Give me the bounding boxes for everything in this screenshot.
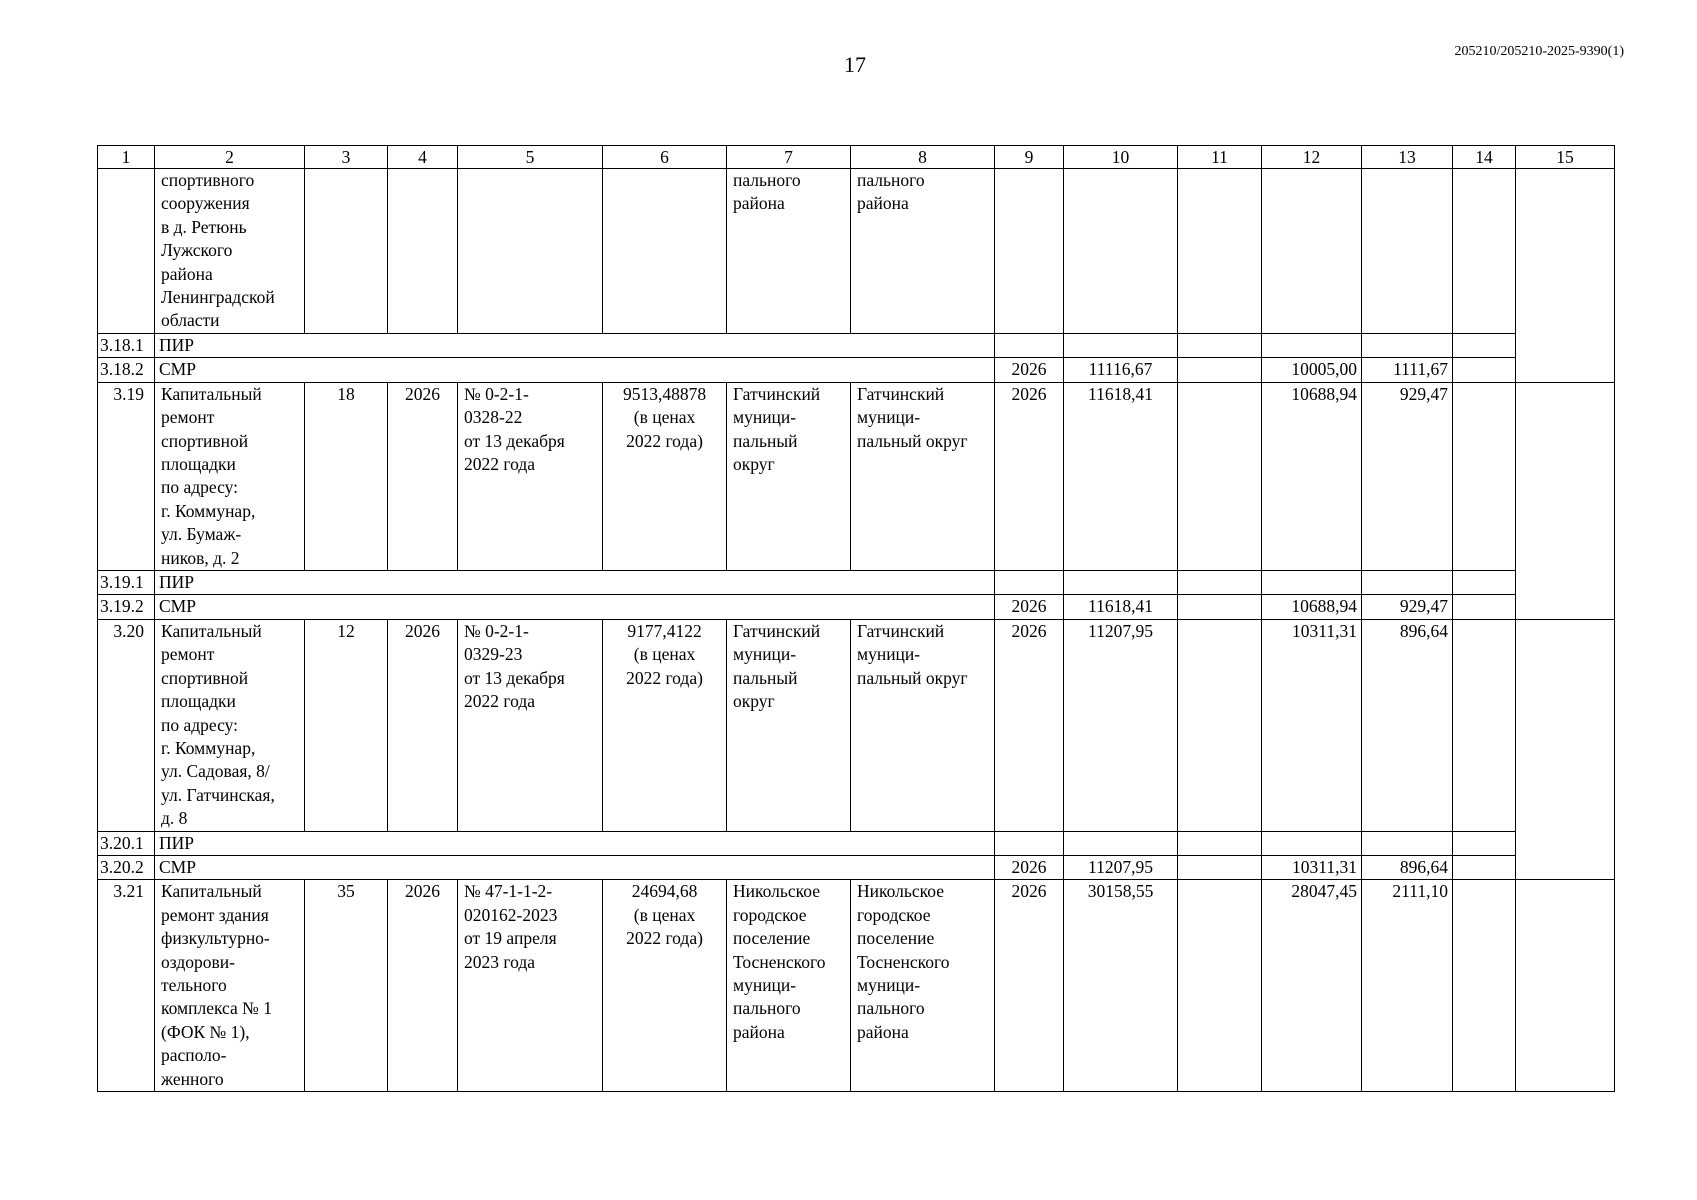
document-id: 205210/205210-2025-9390(1): [1454, 44, 1624, 59]
stage-label: СМР: [155, 595, 995, 619]
stage-label: ПИР: [155, 831, 995, 855]
regional-budget: 10311,31: [1262, 855, 1362, 879]
table-row-3-18-1: [98, 334, 1615, 358]
cell: [1178, 880, 1262, 1092]
cell: [995, 571, 1064, 595]
cell: [1362, 571, 1453, 595]
column-number: 4: [388, 146, 458, 169]
cell: [1178, 855, 1262, 879]
municipality: Никольское городское поселение Тосненского муници- пального района: [727, 880, 851, 1092]
object-name: Капитальный ремонт здания физкультурно- оздорови- тельного комплекса № 1 (ФОК № 1), располо- женного: [155, 880, 305, 1092]
cell: [1453, 831, 1516, 855]
local-budget: 2111,10: [1362, 880, 1453, 1092]
regional-budget: 10688,94: [1262, 595, 1362, 619]
year: 2026: [995, 595, 1064, 619]
cell: [1453, 619, 1516, 831]
row-number: 3.20: [98, 619, 155, 831]
customer: Гатчинский муници- пальный округ: [851, 619, 995, 831]
estimated-cost: 9513,48878 (в ценах 2022 года): [603, 382, 727, 570]
total-cost: 11618,41: [1064, 595, 1178, 619]
stage-label: СМР: [155, 358, 995, 382]
customer: Гатчинский муници- пальный округ: [851, 382, 995, 570]
cell: [1453, 382, 1516, 570]
estimated-cost: 24694,68 (в ценах 2022 года): [603, 880, 727, 1092]
expertise-conclusion: № 0-2-1- 0328-22 от 13 декабря 2022 года: [458, 382, 603, 570]
regional-budget: 10688,94: [1262, 382, 1362, 570]
local-budget: 896,64: [1362, 855, 1453, 879]
total-cost: 11207,95: [1064, 855, 1178, 879]
cell: [1516, 619, 1615, 879]
year: 2026: [995, 358, 1064, 382]
municipality: Гатчинский муници- пальный округ: [727, 382, 851, 570]
row-number: 3.19.2: [98, 595, 155, 619]
object-name: Капитальный ремонт спортивной площадки по адресу: г. Коммунар, ул. Садовая, 8/ ул. Гатчинская, д. 8: [155, 619, 305, 831]
cell: [1064, 571, 1178, 595]
municipality: Гатчинский муници- пальный округ: [727, 619, 851, 831]
row-number: [98, 169, 155, 334]
column-number: 2: [155, 146, 305, 169]
cell: [995, 831, 1064, 855]
cell: [1362, 831, 1453, 855]
object-name: Капитальный ремонт спортивной площадки по адресу: г. Коммунар, ул. Бумаж- ников, д. 2: [155, 382, 305, 570]
object-name: спортивного сооружения в д. Ретюнь Лужского района Ленинградской области: [155, 169, 305, 334]
total-cost: 30158,55: [1064, 880, 1178, 1092]
cell: 18: [305, 382, 388, 570]
cell: [1178, 571, 1262, 595]
column-number: 10: [1064, 146, 1178, 169]
column-number: 1: [98, 146, 155, 169]
cell: 35: [305, 880, 388, 1092]
cell: 2026: [388, 619, 458, 831]
table-row-3-18-2: [98, 358, 1615, 382]
cell: [1453, 334, 1516, 358]
cell: [1362, 169, 1453, 334]
stage-label: ПИР: [155, 571, 995, 595]
table-row-3-18-continued: [98, 169, 1615, 334]
column-number: 5: [458, 146, 603, 169]
row-number: 3.20.1: [98, 831, 155, 855]
row-number: 3.18.2: [98, 358, 155, 382]
column-number: 3: [305, 146, 388, 169]
regional-budget: 28047,45: [1262, 880, 1362, 1092]
cell: [1453, 571, 1516, 595]
row-number: 3.19.1: [98, 571, 155, 595]
cell: [1178, 169, 1262, 334]
column-number: 8: [851, 146, 995, 169]
regional-budget: 10311,31: [1262, 619, 1362, 831]
table-row-3-20-1: [98, 831, 1615, 855]
cell: [1516, 169, 1615, 383]
page-number: 17: [844, 52, 866, 77]
row-number: 3.18.1: [98, 334, 155, 358]
local-budget: 1111,67: [1362, 358, 1453, 382]
row-number: 3.20.2: [98, 855, 155, 879]
customer: Никольское городское поселение Тосненского муници- пального района: [851, 880, 995, 1092]
cell: [1178, 382, 1262, 570]
cell: [1453, 880, 1516, 1092]
cell: 2026: [388, 880, 458, 1092]
cell: [1064, 831, 1178, 855]
column-number: 6: [603, 146, 727, 169]
year: 2026: [995, 880, 1064, 1092]
cell: [305, 169, 388, 334]
cell: 12: [305, 619, 388, 831]
cell: [995, 334, 1064, 358]
regional-budget: 10005,00: [1262, 358, 1362, 382]
column-number: 14: [1453, 146, 1516, 169]
estimated-cost: 9177,4122 (в ценах 2022 года): [603, 619, 727, 831]
table-row-3-20: [98, 619, 1615, 831]
total-cost: 11618,41: [1064, 382, 1178, 570]
table-row-3-20-2: [98, 855, 1615, 879]
column-number: 11: [1178, 146, 1262, 169]
cell: [1178, 595, 1262, 619]
year: 2026: [995, 855, 1064, 879]
cell: [1178, 358, 1262, 382]
column-number: 12: [1262, 146, 1362, 169]
cell: [1178, 831, 1262, 855]
cell: [1178, 619, 1262, 831]
total-cost: 11116,67: [1064, 358, 1178, 382]
cell: [1262, 571, 1362, 595]
cell: [1516, 880, 1615, 1092]
cell: [1453, 358, 1516, 382]
cell: [995, 169, 1064, 334]
cell: [1453, 169, 1516, 334]
cell: [1516, 382, 1615, 619]
cell: [388, 169, 458, 334]
expertise-conclusion: № 0-2-1- 0329-23 от 13 декабря 2022 года: [458, 619, 603, 831]
year: 2026: [995, 382, 1064, 570]
cell: [1262, 169, 1362, 334]
cell: [1262, 831, 1362, 855]
table-row-3-21: [98, 880, 1615, 1092]
cell: [458, 169, 603, 334]
municipality: пального района: [727, 169, 851, 334]
column-number: 15: [1516, 146, 1615, 169]
stage-label: ПИР: [155, 334, 995, 358]
column-number: 9: [995, 146, 1064, 169]
column-number: 13: [1362, 146, 1453, 169]
column-number-row: [98, 146, 1615, 169]
stage-label: СМР: [155, 855, 995, 879]
cell: [1453, 595, 1516, 619]
customer: пального района: [851, 169, 995, 334]
table-row-3-19-2: [98, 595, 1615, 619]
year: 2026: [995, 619, 1064, 831]
cell: [603, 169, 727, 334]
works-table: [97, 145, 1615, 1092]
total-cost: 11207,95: [1064, 619, 1178, 831]
cell: [1362, 334, 1453, 358]
local-budget: 929,47: [1362, 595, 1453, 619]
cell: [1064, 334, 1178, 358]
column-number: 7: [727, 146, 851, 169]
cell: [1453, 855, 1516, 879]
cell: 2026: [388, 382, 458, 570]
expertise-conclusion: № 47-1-1-2- 020162-2023 от 19 апреля 2023 года: [458, 880, 603, 1092]
local-budget: 929,47: [1362, 382, 1453, 570]
row-number: 3.19: [98, 382, 155, 570]
table-row-3-19-1: [98, 571, 1615, 595]
table-row-3-19: [98, 382, 1615, 570]
cell: [1064, 169, 1178, 334]
row-number: 3.21: [98, 880, 155, 1092]
local-budget: 896,64: [1362, 619, 1453, 831]
cell: [1178, 334, 1262, 358]
cell: [1262, 334, 1362, 358]
